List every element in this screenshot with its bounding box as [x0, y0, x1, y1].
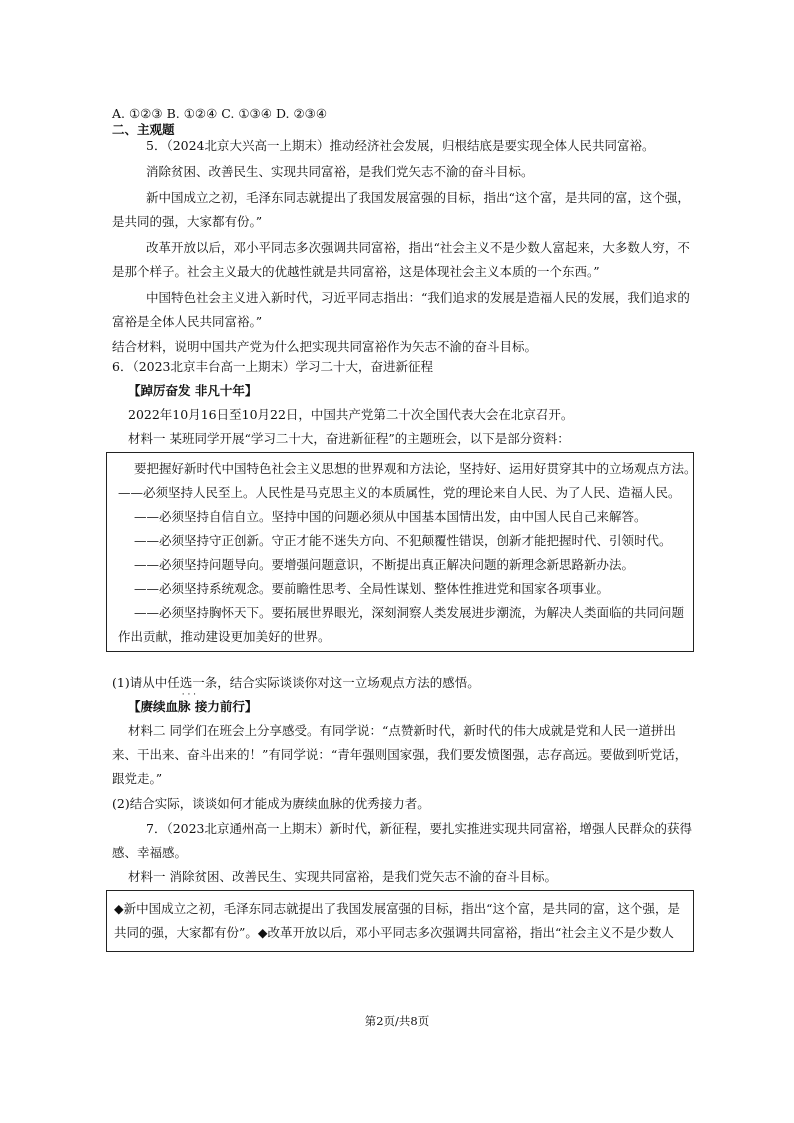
- q5-question: 结合材料，说明中国共产党为什么把实现共同富裕作为矢志不渝的奋斗目标。: [112, 339, 538, 354]
- q6-title: 6．（2023北京丰台高一上期末）学习二十大，奋进新征程: [112, 359, 434, 374]
- q6-q1-post: ，结合实际谈谈你对这一立场观点方法的感悟。: [217, 675, 480, 690]
- q5-para: 是那个样子。社会主义最大的优越性就是共同富裕，这是体现社会主义本质的一个东西。”: [112, 264, 600, 279]
- q6-question-2: (2)结合实际，谈谈如何才能成为赓续血脉的优秀接力者。: [112, 796, 430, 811]
- box-line: ——必须坚持人民至上。人民性是马克思主义的本质属性，党的理论来自人民、为了人民、造福人民。: [118, 485, 681, 500]
- q6-material-1: 材料一 某班同学开展“学习二十大，奋进新征程”的主题班会，以下是部分资料：: [128, 431, 570, 446]
- q7-stem: 感、幸福感。: [112, 845, 188, 860]
- q6-material-2: 跟党走。”: [112, 771, 163, 786]
- q5-para: 中国特色社会主义进入新时代，习近平同志指出：“我们追求的发展是造福人民的发展，我们追求的: [146, 290, 690, 305]
- box-line: ——必须坚持系统观念。要前瞻性思考、全局性谋划、整体性推进党和国家各项事业。: [134, 581, 610, 596]
- q5-para: 消除贫困、改善民生、实现共同富裕，是我们党矢志不渝的奋斗目标。: [146, 164, 534, 179]
- box-line: ◆新中国成立之初，毛泽东同志就提出了我国发展富强的目标，指出“这个富，是共同的富，这个强，是: [114, 901, 681, 916]
- box-line: ——必须坚持自信自立。坚持中国的问题必须从中国基本国情出发，由中国人民自己来解答。: [134, 509, 647, 524]
- section-title: 二、主观题: [112, 122, 175, 137]
- q4-options: A. ①②③ B. ①②④ C. ①③④ D. ②③④: [112, 106, 328, 121]
- q6-subheading: 【踔厉奋发 非凡十年】: [128, 383, 258, 398]
- q6-material-2: 材料二 同学们在班会上分享感受。有同学说：“点赞新时代，新时代的伟大成就是党和人民一道拼出: [128, 723, 676, 738]
- q6-para: 2022年10月16日至10月22日，中国共产党第二十次全国代表大会在北京召开。: [128, 407, 574, 422]
- box-line: 要把握好新时代中国特色社会主义思想的世界观和方法论，坚持好、运用好贯穿其中的立场观点方法。: [134, 461, 697, 476]
- box-line: 共同的强，大家都有份”。◆改革开放以后，邓小平同志多次强调共同富裕，指出“社会主义不是少数人: [114, 925, 674, 940]
- q6-question-1: [112, 674, 480, 692]
- q5-para: 改革开放以后，邓小平同志多次强调共同富裕，指出“社会主义不是少数人富起来，大多数人穷，不: [146, 240, 690, 255]
- q6-subheading: 【赓续血脉 接力前行】: [128, 699, 258, 714]
- q5-para: 是共同的强，大家都有份。”: [112, 214, 263, 229]
- q5-para: 新中国成立之初，毛泽东同志就提出了我国发展富强的目标，指出“这个富，是共同的富，这个强，: [146, 190, 690, 205]
- q5-para: 富裕是全体人民共同富裕。”: [112, 314, 263, 329]
- q6-material-box: [106, 452, 694, 652]
- box-line: 作出贡献，推动建设更加美好的世界。: [118, 629, 331, 644]
- box-line: ——必须坚持问题导向。要增强问题意识，不断提出真正解决问题的新理念新思路新办法。: [134, 557, 635, 572]
- page-number: 第2页/共8页: [364, 1014, 430, 1028]
- q5-stem: 5．（2024北京大兴高一上期末）推动经济社会发展，归根结底是要实现全体人民共同富裕。: [146, 138, 655, 153]
- q7-material-1: 材料一 消除贫困、改善民生、实现共同富裕，是我们党矢志不渝的奋斗目标。: [128, 869, 557, 884]
- q7-stem: 7．（2023北京通州高一上期末）新时代，新征程，要扎实推进实现共同富裕，增强人民群众的获得: [146, 821, 693, 836]
- box-line: ——必须坚持守正创新。守正才能不迷失方向、不犯颠覆性错误，创新才能把握时代、引领时代。: [134, 533, 672, 548]
- q6-q1-dotted: 选一条 · · ·: [180, 674, 218, 692]
- box-line: ——必须坚持胸怀天下。要拓展世界眼光，深刻洞察人类发展进步潮流，为解决人类面临的共同问题: [134, 605, 685, 620]
- q6-material-2: 来、干出来、奋斗出来的！”有同学说：“青年强则国家强，我们要发愤图强，志存高远。要做到听党话，: [112, 747, 688, 762]
- q6-q1-pre: (1)请从中任: [112, 675, 180, 690]
